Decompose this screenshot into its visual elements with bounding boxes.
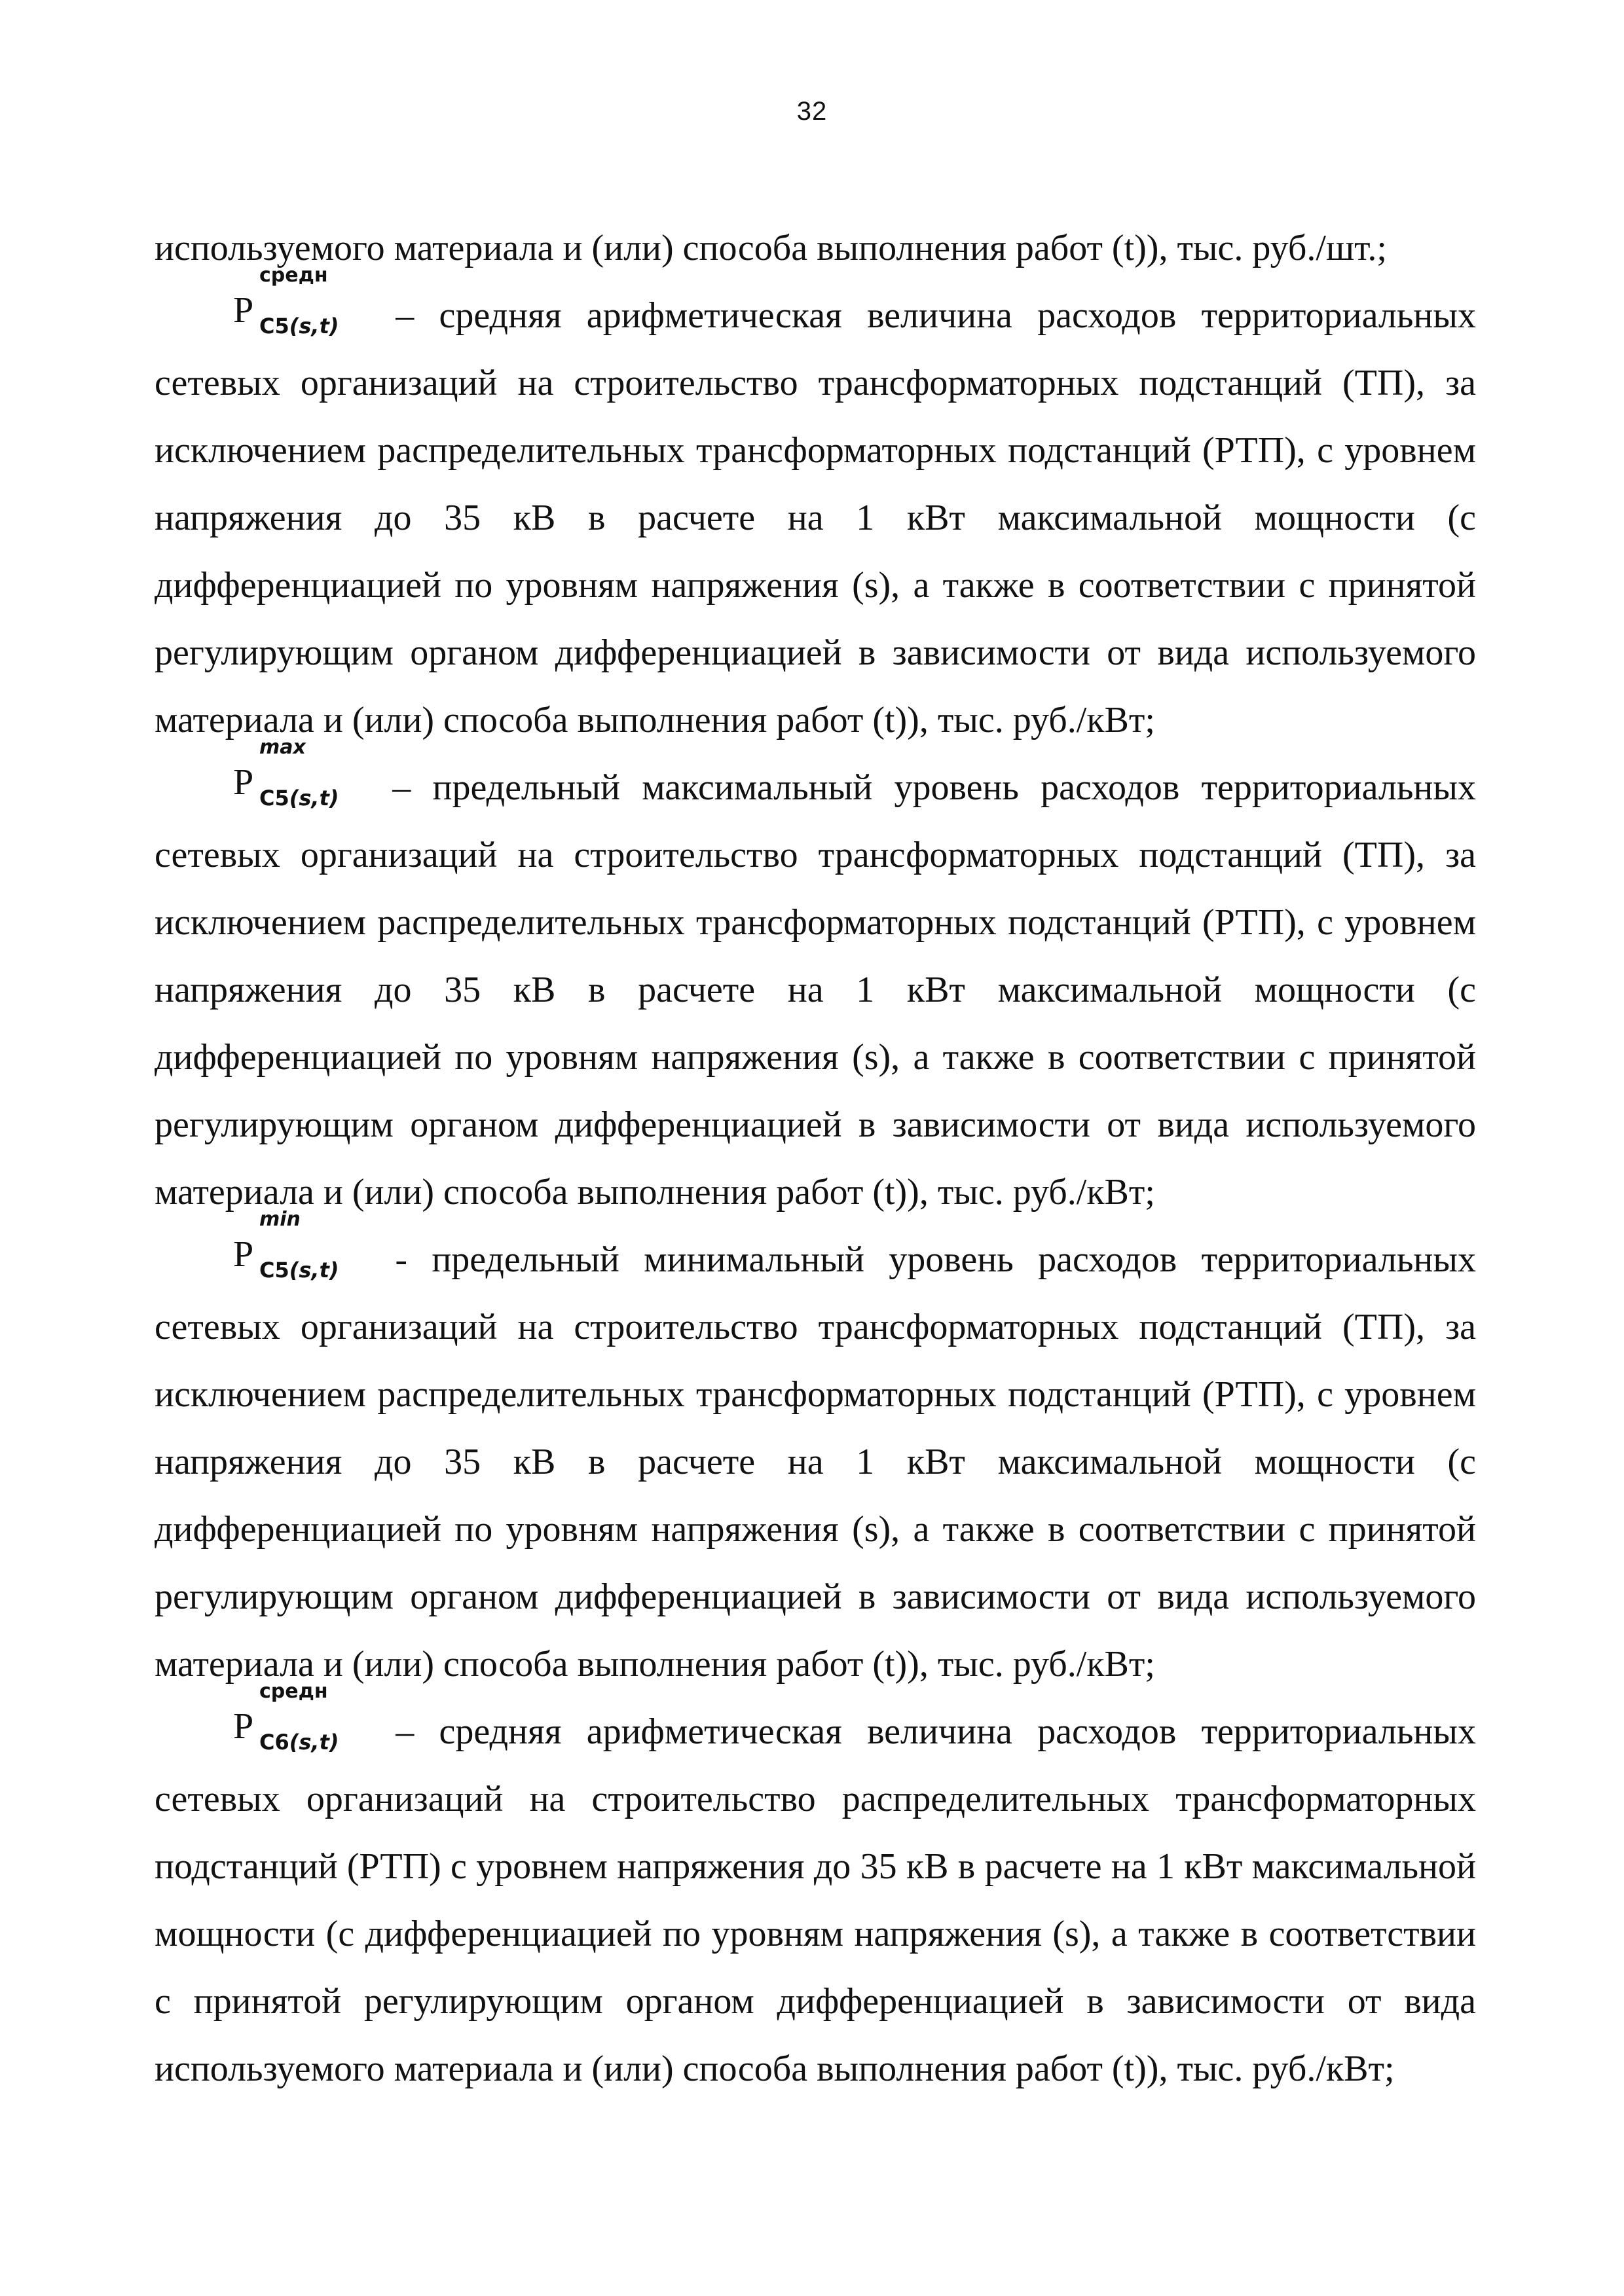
symbol-superscript: max	[259, 736, 306, 759]
page-number: 32	[796, 97, 828, 126]
definition-paragraph	[155, 736, 1476, 1226]
symbol-subscript-main: C6	[259, 1730, 289, 1755]
symbol-superscript: средн	[259, 264, 328, 287]
symbol-base: P	[233, 1706, 254, 1747]
formula-symbol	[233, 264, 371, 338]
definition-text: – предельный максимальный уровень расходов территориальных сетевых организаций на строительство трансформаторных подстанций (ТП), за исключением распределительных трансформаторных подстанций (РТП), с уровнем напряжения до 35 кВ в расчете на 1 кВт максимальной мощности (с дифференциацией по уровням напряжения (s), а также в соответствии с принятой регулирующим органом дифференциацией в зависимости от вида используемого материала и (или) способа выполнения работ (t)), тыс. руб./кВт;	[155, 767, 1476, 1212]
formula-symbol	[233, 1680, 371, 1755]
formula-symbol	[233, 1208, 371, 1283]
symbol-subscript-vars: (s,t)	[289, 1730, 339, 1755]
symbol-subscript	[259, 1732, 339, 1753]
symbol-subscript-main: C5	[259, 786, 289, 811]
symbol-subscript-vars: (s,t)	[289, 1258, 339, 1283]
definition-paragraph	[155, 264, 1477, 754]
symbol-subscript-main: C5	[259, 314, 289, 338]
symbol-base: P	[233, 762, 254, 803]
symbol-base: P	[233, 1234, 254, 1275]
definition-paragraph	[155, 1208, 1477, 1698]
symbol-superscript: средн	[259, 1680, 328, 1703]
formula-symbol	[233, 736, 371, 811]
symbol-subscript	[259, 788, 339, 809]
definition-text: – средняя арифметическая величина расходов территориальных сетевых организаций на строительство распределительных трансформаторных подстанций (РТП) с уровнем напряжения до 35 кВ в расчете на 1 кВт максимальной мощности (с дифференциацией по уровням напряжения (s), а также в соответствии с принятой регулирующим органом дифференциацией в зависимости от вида используемого материала и (или) способа выполнения работ (t)), тыс. руб./кВт;	[155, 1711, 1477, 2089]
intro-paragraph: используемого материала и (или) способа выполнения работ (t)), тыс. руб./шт.;	[155, 228, 1387, 268]
document-body	[155, 215, 1476, 2103]
definition-paragraph	[155, 1680, 1477, 2103]
symbol-subscript-main: C5	[259, 1258, 289, 1283]
symbol-subscript	[259, 316, 339, 337]
symbol-superscript: min	[259, 1208, 301, 1231]
symbol-subscript	[259, 1260, 339, 1281]
symbol-subscript-vars: (s,t)	[289, 314, 339, 338]
definition-text: - предельный минимальный уровень расходов территориальных сетевых организаций на строительство трансформаторных подстанций (ТП), за исключением распределительных трансформаторных подстанций (РТП), с уровнем напряжения до 35 кВ в расчете на 1 кВт максимальной мощности (с дифференциацией по уровням напряжения (s), а также в соответствии с принятой регулирующим органом дифференциацией в зависимости от вида используемого материала и (или) способа выполнения работ (t)), тыс. руб./кВт;	[155, 1239, 1477, 1685]
symbol-subscript-vars: (s,t)	[289, 786, 339, 811]
symbol-base: P	[233, 290, 254, 331]
definition-text: – средняя арифметическая величина расходов территориальных сетевых организаций на строительство трансформаторных подстанций (ТП), за исключением распределительных трансформаторных подстанций (РТП), с уровнем напряжения до 35 кВ в расчете на 1 кВт максимальной мощности (с дифференциацией по уровням напряжения (s), а также в соответствии с принятой регулирующим органом дифференциацией в зависимости от вида используемого материала и (или) способа выполнения работ (t)), тыс. руб./кВт;	[155, 295, 1477, 740]
